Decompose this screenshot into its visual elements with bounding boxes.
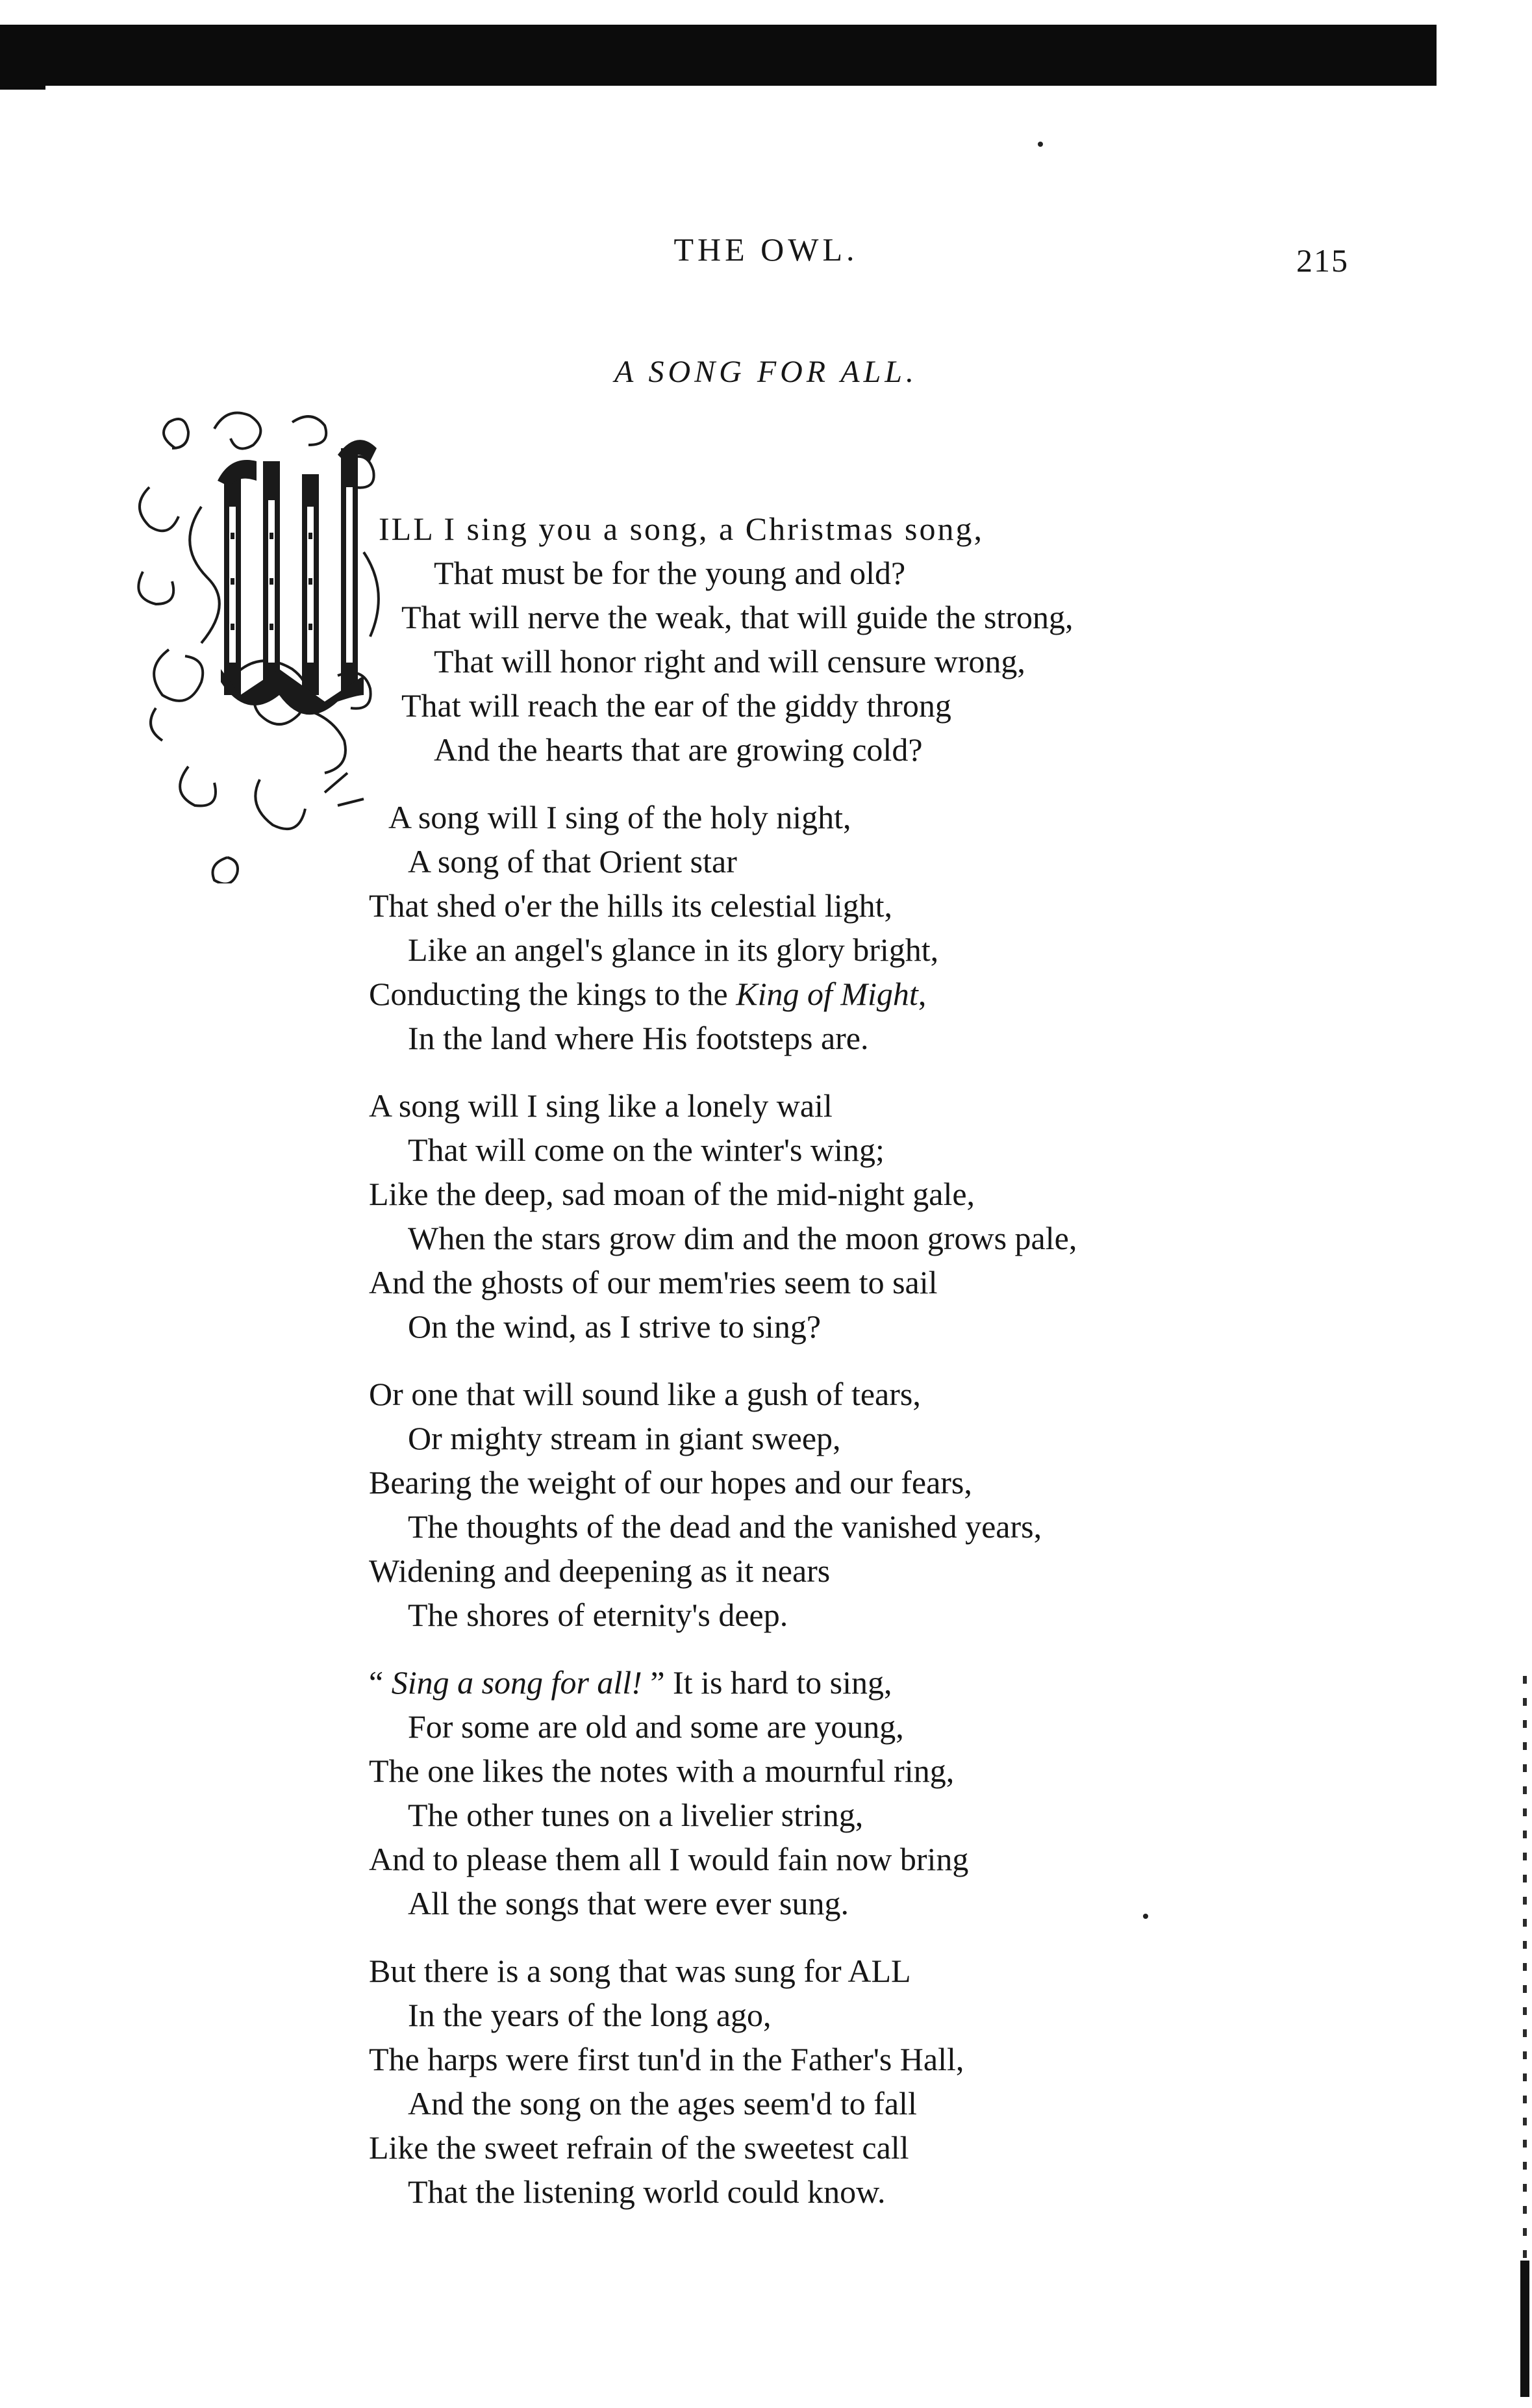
stanza-1 [369,507,1473,772]
flourish-ornament-icon [130,403,403,883]
poem-line: Widening and deepening as it nears [369,1553,831,1589]
line-text: “ [369,1664,392,1701]
line-text: , [918,976,927,1012]
poem-line: The harps were first tun'd in the Father's Hall, [369,2041,964,2077]
page-number: 215 [1296,242,1349,279]
stanza-5 [369,1660,1473,1925]
poem-line: And the song on the ages seem'd to fall [408,2085,917,2122]
italic-phrase: King of Might [736,976,918,1012]
scan-bar-edge [0,86,45,97]
line-text: ” It is hard to sing, [642,1664,892,1701]
scan-edge-mark-bottom [1520,2261,1529,2397]
poem-line: For some are old and some are young, [408,1708,904,1745]
poem-line: A song will I sing of the holy night, [388,799,851,835]
poem-title: A SONG FOR ALL. [614,355,918,389]
poem-body [369,507,1473,2237]
poem-line: Like the sweet refrain of the sweetest call [369,2129,909,2166]
poem-line [369,1660,1473,1705]
running-head: THE OWL. [673,231,859,268]
poem-line: And the ghosts of our mem'ries seem to sail [369,1264,938,1300]
poem-line: The thoughts of the dead and the vanished years, [408,1508,1042,1545]
poem-line: That will come on the winter's wing; [408,1132,885,1168]
line-text: Conducting the kings to the [369,976,736,1012]
poem-line: That the listening world could know. [408,2174,886,2210]
illuminated-initial [130,403,403,883]
poem-line: But there is a song that was sung for ALL [369,1953,911,1989]
poem-line: That will honor right and will censure wrong, [434,643,1025,679]
scan-speck [1038,142,1043,147]
poem-line: That must be for the young and old? [434,555,906,591]
poem-line: Or mighty stream in giant sweep, [408,1420,841,1456]
poem-line: And to please them all I would fain now bring [369,1841,969,1877]
poem-line: On the wind, as I strive to sing? [408,1308,822,1345]
scan-top-bar [0,25,1437,86]
poem-line: The one likes the notes with a mournful ring, [369,1753,955,1789]
stanza-3 [369,1084,1473,1349]
poem-line: Like the deep, sad moan of the mid-night gale, [369,1176,975,1212]
stanza-6 [369,1949,1473,2214]
poem-line: That will reach the ear of the giddy throng [401,687,951,724]
stanza-2 [369,795,1473,1060]
poem-line: In the land where His footsteps are. [408,1020,869,1056]
poem-line: The other tunes on a livelier string, [408,1797,864,1833]
stanza-4 [369,1372,1473,1637]
italic-phrase: Sing a song for all! [391,1664,642,1701]
poem-line: Like an angel's glance in its glory bright, [408,932,939,968]
poem-line: And the hearts that are growing cold? [434,731,923,768]
poem-line: Bearing the weight of our hopes and our fears, [369,1464,972,1501]
poem-line: Or one that will sound like a gush of tears, [369,1376,921,1412]
poem-line: The shores of eternity's deep. [408,1597,788,1633]
poem-line: In the years of the long ago, [408,1997,772,2033]
poem-line: When the stars grow dim and the moon grows pale, [408,1220,1077,1256]
poem-line: A song will I sing like a lonely wail [369,1087,833,1124]
poem-line: All the songs that were ever sung. [408,1885,849,1921]
poem-line: A song of that Orient star [408,843,737,880]
poem-line [369,972,1473,1016]
poem-line: That will nerve the weak, that will guide the strong, [401,599,1074,635]
poem-line: That shed o'er the hills its celestial light, [369,887,893,924]
poem-line: ILL I sing you a song, a Christmas song, [379,511,984,547]
